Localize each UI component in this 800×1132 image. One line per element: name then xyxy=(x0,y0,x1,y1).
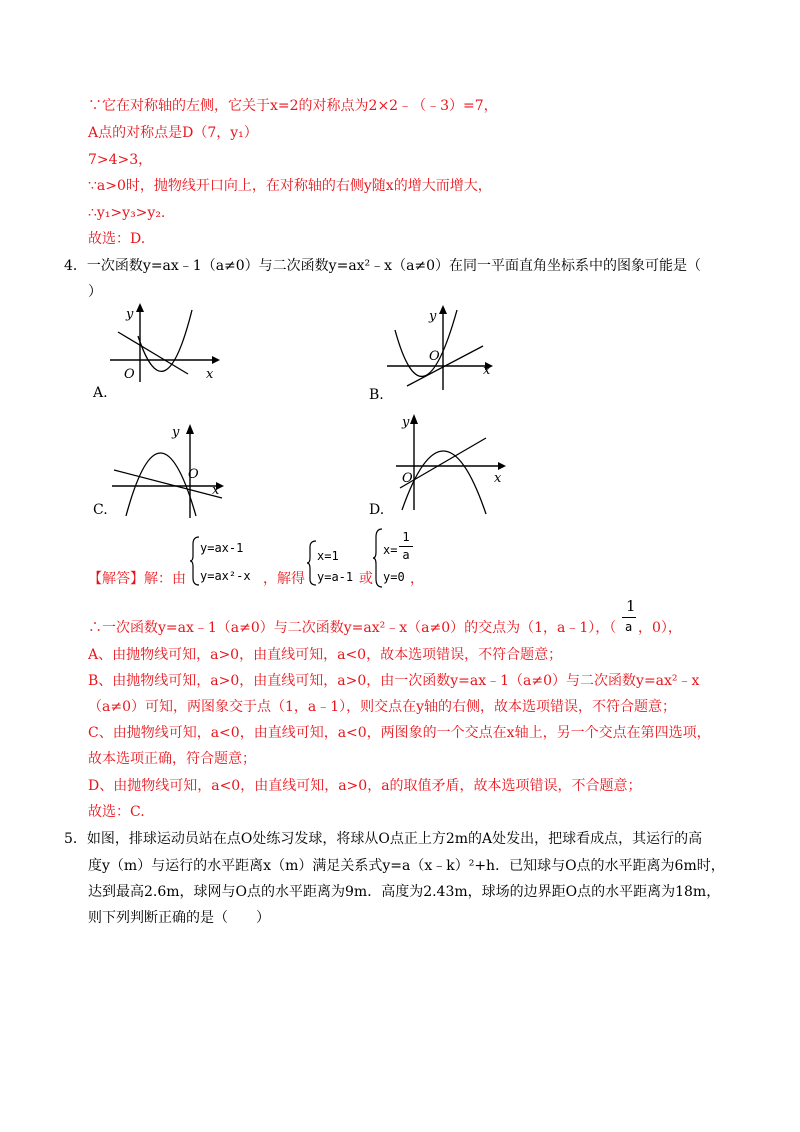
origin-label: O xyxy=(429,349,440,364)
question-5-line: 则下列判断正确的是（ ） xyxy=(88,910,270,926)
solution-line: 故选：C. xyxy=(88,804,145,820)
question-4-stem-end: ） xyxy=(88,284,102,300)
system-brace-3 xyxy=(373,528,383,588)
fraction-num: 1 xyxy=(626,597,636,615)
option-d-label: D. xyxy=(369,502,385,518)
system-brace-1 xyxy=(190,536,200,586)
solution-or: 或 xyxy=(359,571,373,587)
solution-line: D、由抛物线可知，a<0，由直线可知，a>0，a的取值矛盾，故本选项错误，不合题意； xyxy=(88,778,642,794)
option-c-label: C. xyxy=(93,502,108,518)
solution-prefix: 【解答】解：由 xyxy=(88,571,186,587)
axis-y-label: y xyxy=(172,425,180,440)
solution-line: ∴y₁>y₃>y₂. xyxy=(88,205,166,221)
solution-line: ∴一次函数y=ax﹣1（a≠0）与二次函数y=ax²﹣x（a≠0）的交点为（1，a﹣1），（ xyxy=(88,620,617,636)
system-1-eq-1: y=ax-1 xyxy=(200,541,244,555)
system-2-eq-1: x=1 xyxy=(317,549,339,563)
axis-x-label: x xyxy=(494,471,502,486)
question-4-stem: 4．一次函数y=ax﹣1（a≠0）与二次函数y=ax²﹣x（a≠0）在同一平面直角坐标系中的图象可能是（ xyxy=(64,258,702,274)
fraction-den: a xyxy=(625,620,633,634)
graph-d xyxy=(394,410,519,520)
axis-y-label: y xyxy=(126,307,134,322)
axis-y-label: y xyxy=(402,415,410,430)
system-3-x-prefix: x= xyxy=(383,543,398,557)
solution-mid: ，解得 xyxy=(263,571,305,587)
solution-line: （a≠0）可知，两图象交于点（1，a﹣1），则交点在y轴的右侧，故本选项错误，不符合题意； xyxy=(88,699,677,715)
option-b-label: B. xyxy=(369,387,384,403)
axis-x-label: x xyxy=(483,363,491,378)
system-3-eq-2: y=0 xyxy=(383,570,405,584)
axis-y-label: y xyxy=(429,309,437,324)
graph-a xyxy=(108,300,228,385)
system-3-frac-den: a xyxy=(402,548,410,562)
system-2-eq-2: y=a-1 xyxy=(317,570,354,584)
solution-end: ， xyxy=(410,571,424,587)
graph-c xyxy=(110,420,235,520)
system-3-frac-num: 1 xyxy=(402,530,410,544)
question-5-line: 达到最高2.6m，球网与O点的水平距离为9m．高度为2.43m，球场的边界距O点的水平距离为18m， xyxy=(88,884,721,900)
axis-x-label: x xyxy=(212,483,220,498)
axis-x-label: x xyxy=(206,367,214,382)
solution-line: C、由抛物线可知，a<0，由直线可知，a<0，两图象的一个交点在x轴上，另一个交点在第四选项， xyxy=(88,725,711,741)
system-brace-2 xyxy=(307,540,317,586)
question-5-line: 5．如图，排球运动员站在点O处练习发球，将球从O点正上方2m的A处发出，把球看成点，其运行的高 xyxy=(64,831,703,847)
question-5-line: 度y（m）与运行的水平距离x（m）满足关系式y=a（x﹣k）²+h．已知球与O点的水平距离为6m时， xyxy=(88,858,725,874)
graph-b xyxy=(385,302,505,392)
origin-label: O xyxy=(402,471,413,486)
solution-line: 7>4>3， xyxy=(88,152,153,168)
origin-label: O xyxy=(124,367,135,382)
origin-label: O xyxy=(188,467,199,482)
solution-line: 故选：D. xyxy=(88,231,146,247)
solution-line: B、由抛物线可知，a>0，由直线可知，a>0，由一次函数y=ax﹣1（a≠0）与二次函数y=ax²﹣x xyxy=(88,673,700,689)
option-a-label: A. xyxy=(93,385,108,401)
solution-line: ∵它在对称轴的左侧，它关于x=2的对称点为2×2﹣（﹣3）=7， xyxy=(88,98,498,114)
solution-line: A点的对称点是D（7，y₁） xyxy=(88,125,258,141)
system-1-eq-2: y=ax²-x xyxy=(200,569,251,583)
solution-line: A、由抛物线可知，a>0，由直线可知，a<0，故本选项错误，不符合题意； xyxy=(88,647,563,663)
solution-tail: ，0）， xyxy=(638,620,682,636)
solution-line: 故本选项正确，符合题意； xyxy=(88,751,256,767)
solution-line: ∵a>0时，抛物线开口向上，在对称轴的右侧y随x的增大而增大， xyxy=(88,178,492,194)
